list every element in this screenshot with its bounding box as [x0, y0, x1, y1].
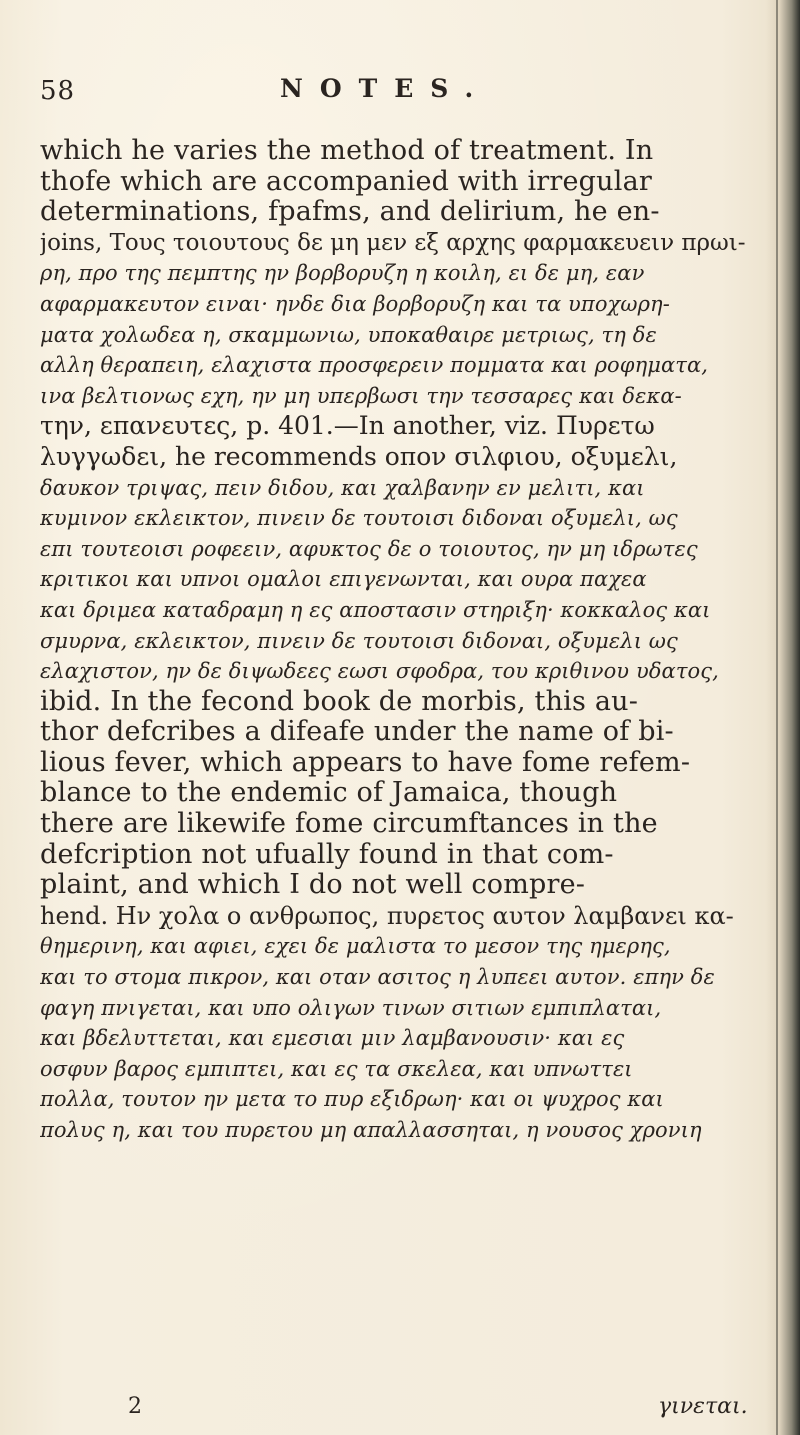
text-line: ματα χολωδεα η, σκαμμωνιω, υποκαθαιρε μετριως, τη δε [40, 322, 657, 347]
body-text [40, 136, 750, 1146]
text-line: και το στομα πικρον, και οταν ασιτος η λυπεει αυτον. επην δε [40, 965, 715, 990]
text-line: την, επανευτες, p. 401.—In another, viz. Πυρετω [40, 411, 655, 441]
text-line: lious fever, which appears to have fome refem- [40, 747, 691, 778]
text-line: και βδελυττεται, και εμεσιαι μιν λαμβανουσιν· και ες [40, 1026, 625, 1051]
page-header [40, 64, 740, 124]
text-line: which he varies the method of treatment. In [40, 136, 654, 166]
page-gutter-shadow [766, 0, 800, 1435]
text-line: joins, Τους τοιουτους δε μη μεν εξ αρχης φαρμακευειν πρωι- [40, 229, 746, 256]
text-line: thofe which are accompanied with irregular [40, 166, 652, 197]
text-line: κυμινον εκλεικτον, πινειν δε τουτοισι διδοναι οξυμελι, ως [40, 506, 678, 531]
text-line: θημερινη, και αφιει, εχει δε μαλιστα το μεσον της ημερης, [40, 934, 671, 959]
text-line: there are likewife fome circumftances in the [40, 809, 658, 840]
text-line: πολλα, τουτον ην μετα το πυρ εξιδρωη· και οι ψυχρος και [40, 1087, 664, 1112]
text-line: determinations, fpafms, and delirium, he en- [40, 197, 660, 228]
text-line: ibid. In the fecond book de morbis, this au- [40, 686, 639, 717]
running-head: NOTES. [280, 74, 491, 103]
text-line: defcription not ufually found in that com- [40, 839, 614, 870]
text-line: οσφυν βαρος εμπιπτει, και ες τα σκελεα, και υπνωττει [40, 1056, 633, 1081]
page-edge [776, 0, 778, 1435]
text-line: blance to the endemic of Jamaica, though [40, 778, 618, 809]
text-line: επι τουτεοισι ροφεειν, αφυκτος δε ο τοιουτος, ην μη ιδρωτες [40, 536, 698, 561]
text-line: και δριμεα καταδραμη η ες αποστασιν στηριξη· κοκκαλος και [40, 597, 711, 622]
text-line: plaint, and which I do not well compre- [40, 870, 586, 901]
text-line: φαγη πνιγεται, και υπο ολιγων τινων σιτιων εμπιπλαται, [40, 995, 662, 1020]
text-line: ινα βελτιονως εχη, ην μη υπερβωσι την τεσσαρες και δεκα- [40, 383, 682, 408]
text-line: λυγγωδει, he recommends οπον σιλφιου, οξυμελι, [40, 441, 678, 471]
signature-mark: 2 [128, 1394, 142, 1419]
text-line: thor defcribes a difeafe under the name of bi- [40, 717, 674, 748]
text-line: αλλη θεραπειη, ελαχιστα προσφερειν πομματα και ροφηματα, [40, 353, 709, 378]
text-line: σμυρνα, εκλεικτον, πινειν δε τουτοισι διδοναι, οξυμελι ως [40, 628, 678, 653]
text-line: πολυς η, και του πυρετου μη απαλλασσηται, η νουσος χρονιη [40, 1118, 702, 1142]
text-line: ελαχιστον, ην δε διψωδεες εωσι σφοδρα, του κριθινου υδατος, [40, 659, 719, 684]
text-line: hend. Ην χολα ο ανθρωπος, πυρετος αυτον λαμβανει κα- [40, 901, 734, 930]
catchword: γινεται. [658, 1394, 748, 1419]
text-line: δαυκον τριψας, πειν διδου, και χαλβανην εν μελιτι, και [40, 475, 645, 500]
page-number: 58 [40, 76, 76, 106]
text-line: κριτικοι και υπνοι ομαλοι επιγενωνται, και ουρα παχεα [40, 567, 647, 592]
text-line: ρη, προ της πεμπτης ην βορβορυζη η κοιλη, ει δε μη, εαν [40, 261, 645, 286]
text-line: αφαρμακευτον ειναι· ηνδε δια βορβορυζη και τα υποχωρη- [40, 291, 670, 316]
